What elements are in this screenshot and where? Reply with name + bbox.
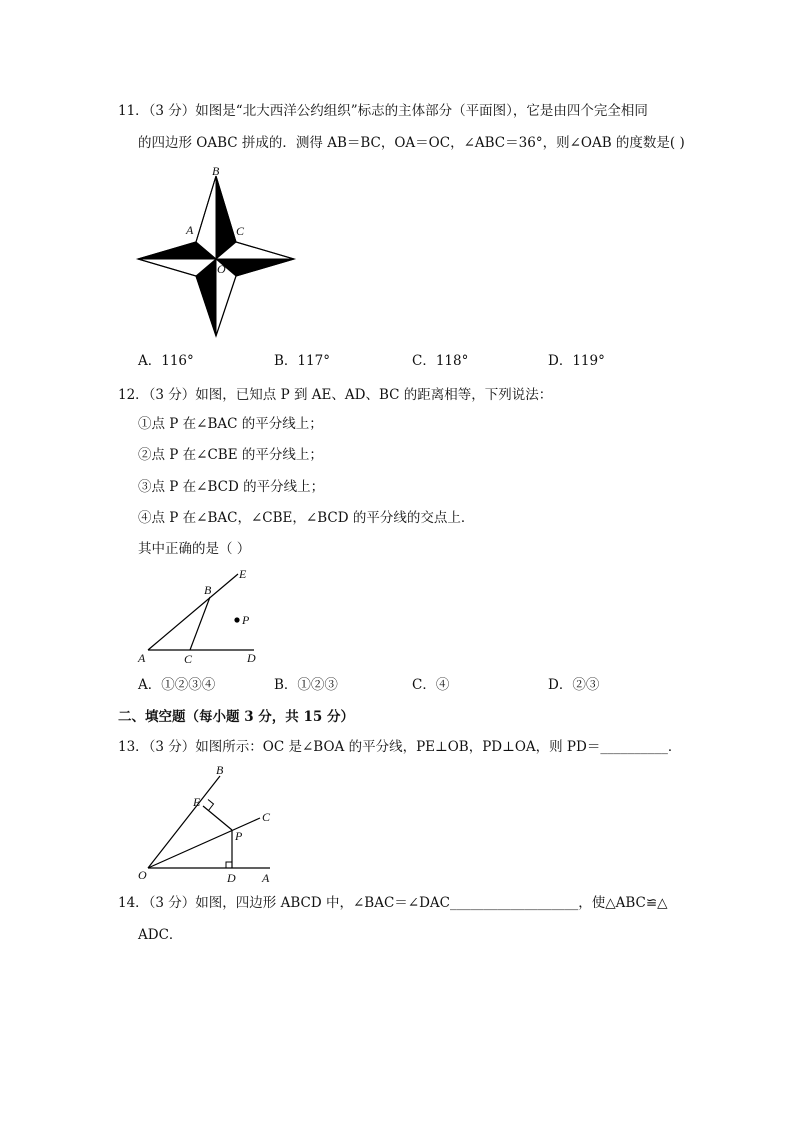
q12-line-1: 12．（3 分）如图，已知点 P 到 AE、AD、BC 的距离相等，下列说法： (118, 387, 553, 403)
label-B: B (216, 763, 224, 777)
right-angle-D (226, 862, 232, 868)
label-C: C (262, 810, 271, 824)
q12-option-a[interactable]: A．①②③④ (138, 677, 216, 693)
label-O: O (138, 868, 147, 882)
label-A: A (186, 223, 194, 237)
ray-OC (148, 818, 260, 868)
label-D: D (247, 651, 256, 665)
ray-OB (148, 776, 220, 868)
point-P (234, 617, 239, 622)
segment-PE (203, 806, 232, 830)
q12-question: 其中正确的是（ ） (138, 541, 251, 557)
q11-line-1: 11．（3 分）如图是“北大西洋公约组织”标志的主体部分（平面图），它是由四个完全相同 (118, 103, 648, 119)
q12-figure (132, 564, 272, 668)
label-E: E (193, 795, 201, 809)
label-A: A (262, 871, 270, 885)
q13-figure (132, 760, 282, 886)
q11-option-d[interactable]: D．119° (548, 353, 605, 369)
q12-option-d[interactable]: D．②③ (548, 677, 600, 693)
q12-statement-4: ④点 P 在∠BAC，∠CBE，∠BCD 的平分线的交点上． (138, 510, 475, 526)
label-C: C (236, 224, 245, 238)
line-AE (148, 574, 238, 650)
q11-option-a[interactable]: A．116° (138, 353, 194, 369)
q14-line-2: ADC． (138, 927, 183, 943)
label-E: E (239, 567, 247, 581)
q11-star-figure (132, 164, 302, 342)
q12-statement-3: ③点 P 在∠BCD 的平分线上； (138, 479, 325, 495)
q11-line-2: 的四边形 OABC 拼成的．测得 AB＝BC，OA＝OC，∠ABC＝36°，则∠OAB 的度数是( ) (138, 135, 685, 151)
label-P: P (242, 613, 250, 627)
label-C: C (184, 652, 193, 666)
q12-statement-2: ②点 P 在∠CBE 的平分线上； (138, 447, 323, 463)
label-B: B (204, 583, 212, 597)
label-D: D (227, 871, 236, 885)
label-O: O (217, 262, 226, 276)
q12-option-c[interactable]: C．④ (412, 677, 450, 693)
section-2-title: 二、填空题（每小题 3 分，共 15 分） (118, 709, 354, 725)
line-BC (190, 597, 210, 650)
label-A: A (138, 651, 146, 665)
q11-option-b[interactable]: B．117° (274, 353, 330, 369)
q14-line-1: 14．（3 分）如图，四边形 ABCD 中，∠BAC＝∠DAC___________________，使△ABC≌△ (118, 895, 668, 911)
right-angle-E (208, 800, 214, 811)
q12-option-b[interactable]: B．①②③ (274, 677, 338, 693)
q13-line-1: 13．（3 分）如图所示：OC 是∠BOA 的平分线，PE⊥OB，PD⊥OA，则 PD＝__________． (118, 739, 682, 755)
label-B: B (212, 164, 220, 178)
q12-statement-1: ①点 P 在∠BAC 的平分线上； (138, 416, 323, 432)
label-P: P (235, 829, 243, 843)
q11-option-c[interactable]: C．118° (412, 353, 469, 369)
